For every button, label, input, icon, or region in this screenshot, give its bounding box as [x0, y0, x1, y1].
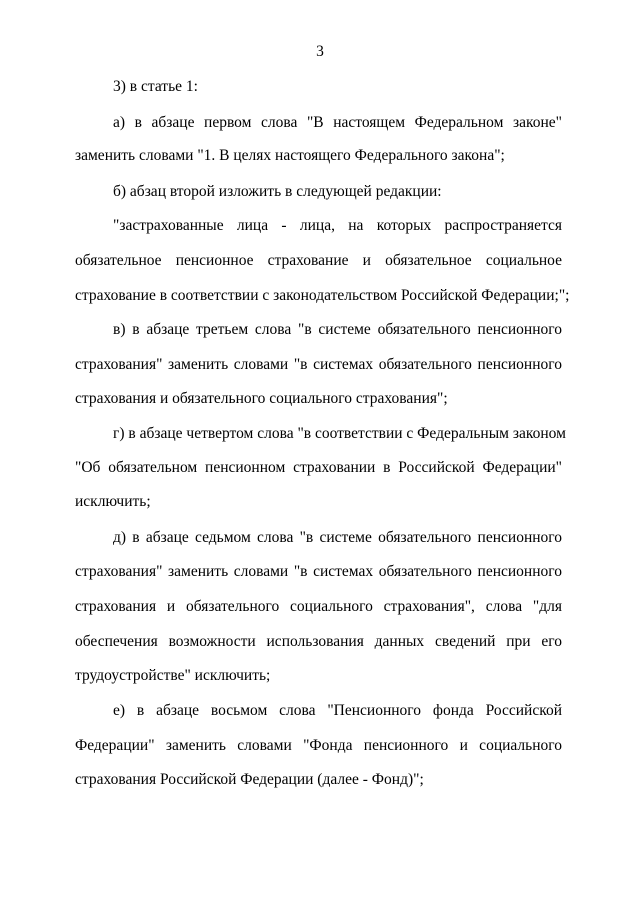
page-number: 3 [316, 43, 324, 60]
text-line: исключить; [75, 493, 151, 510]
text-line: страхование в соответствии с законодательством Российской Федерации;"; [75, 287, 570, 304]
text-line: страхования Российской Федерации (далее - Фонд)"; [75, 771, 424, 788]
text-line: "Об обязательном пенсионном страховании в Российской Федерации" [75, 459, 562, 476]
text-line: страхования и обязательного социального страхования", слова "для [75, 598, 562, 615]
text-line: обеспечения возможности использования данных сведений при его [75, 633, 562, 650]
text-line: "застрахованные лица - лица, на которых распространяется [113, 217, 562, 234]
text-line: в) в абзаце третьем слова "в системе обязательного пенсионного [113, 321, 562, 338]
text-line: заменить словами "1. В целях настоящего Федерального закона"; [75, 147, 505, 164]
text-line: 3) в статье 1: [113, 78, 198, 95]
text-line: б) абзац второй изложить в следующей редакции: [113, 183, 442, 200]
text-line: е) в абзаце восьмом слова "Пенсионного фонда Российской [113, 702, 562, 719]
text-line: а) в абзаце первом слова "В настоящем Федеральном законе" [113, 114, 562, 131]
text-line: д) в абзаце седьмом слова "в системе обязательного пенсионного [113, 529, 562, 546]
text-line: г) в абзаце четвертом слова "в соответствии с Федеральным законом [113, 425, 566, 442]
text-line: Федерации" заменить словами "Фонда пенсионного и социального [75, 737, 562, 754]
text-line: обязательное пенсионное страхование и обязательное социальное [75, 252, 562, 269]
text-line: трудоустройстве" исключить; [75, 667, 271, 684]
text-line: страхования" заменить словами "в системах обязательного пенсионного [75, 356, 562, 373]
text-line: страхования и обязательного социального страхования"; [75, 390, 448, 407]
text-line: страхования" заменить словами "в системах обязательного пенсионного [75, 563, 562, 580]
